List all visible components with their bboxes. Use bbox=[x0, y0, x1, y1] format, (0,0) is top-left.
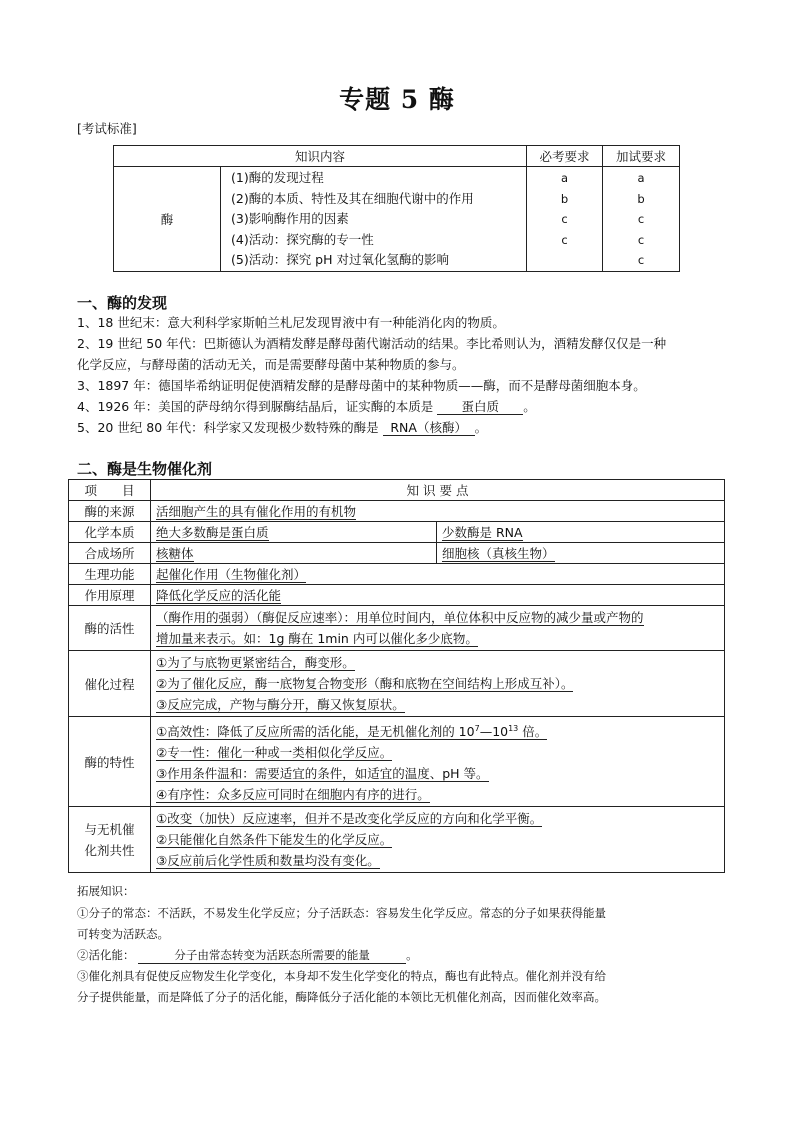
p2-prefix: ②活化能： bbox=[77, 948, 135, 962]
item-4: (4)活动：探究酶的专一性 bbox=[231, 231, 374, 247]
site-a bbox=[151, 543, 437, 564]
property-1-suffix: 倍。 bbox=[518, 724, 548, 740]
discovery-line-4 bbox=[77, 397, 536, 417]
extra-1: a bbox=[637, 171, 645, 185]
site-b bbox=[437, 543, 725, 564]
source-value bbox=[151, 501, 725, 522]
nature-label: 化学本质 bbox=[69, 522, 151, 543]
exam-standard-label: [考试标准] bbox=[77, 121, 137, 136]
property-1 bbox=[156, 724, 547, 740]
process-step-3: ③反应完成，产物与酶分开，酶又恢复原状。 bbox=[156, 697, 405, 712]
extra-cell bbox=[603, 167, 680, 272]
principle-value bbox=[151, 585, 725, 606]
activation-energy-answer: 分子由常态转变为活跃态所需要的能量 bbox=[138, 948, 406, 964]
process-label: 催化过程 bbox=[69, 651, 151, 717]
activity-label: 酶的活性 bbox=[69, 606, 151, 651]
discovery-line-2b: 化学反应，与酵母菌的活动无关，而是需要酵母菌中某种物质的参与。 bbox=[77, 357, 465, 372]
discovery-line-2a: 2、19 世纪 50 年代：巴斯德认为酒精发酵是酵母菌代谢活动的结果。李比希则认为，酒精发酵仅仅是一种 bbox=[77, 336, 667, 351]
common-2: ②只能催化自然条件下能发生的化学反应。 bbox=[156, 832, 393, 848]
properties-value bbox=[151, 717, 725, 807]
nature-a-text: 绝大多数酶是蛋白质 bbox=[156, 525, 269, 540]
section2-heading: 二、酶是生物催化剂 bbox=[77, 460, 213, 478]
extra-4: c bbox=[637, 232, 645, 247]
item-1: (1)酶的发现过程 bbox=[231, 170, 324, 185]
extra-5: c bbox=[637, 253, 645, 268]
process-step-1: ①为了与底物更紧密结合，酶变形。 bbox=[156, 655, 355, 670]
common-3: ③反应前后化学性质和数量均没有变化。 bbox=[156, 853, 380, 869]
principle-label: 作用原理 bbox=[69, 585, 151, 606]
source-label: 酶的来源 bbox=[69, 501, 151, 522]
line4-prefix: 4、1926 年：美国的萨母纳尔得到脲酶结晶后，证实酶的本质是 bbox=[77, 399, 434, 414]
extension-p1a: ①分子的常态：不活跃，不易发生化学反应；分子活跃态：容易发生化学反应。常态的分子如果获得能量 bbox=[77, 906, 606, 920]
process-value bbox=[151, 651, 725, 717]
section1-heading: 一、酶的发现 bbox=[77, 294, 168, 312]
line4-suffix: 。 bbox=[523, 399, 536, 414]
header-item: 项 目 bbox=[69, 480, 151, 501]
site-label: 合成场所 bbox=[69, 543, 151, 564]
header-points: 知 识 要 点 bbox=[151, 480, 725, 501]
extension-p1b: 可转变为活跃态。 bbox=[77, 927, 169, 941]
common-label-l1: 与无机催 bbox=[84, 821, 135, 837]
site-a-text: 核糖体 bbox=[156, 546, 194, 561]
property-1-mid: —10 bbox=[479, 724, 509, 740]
function-text: 起催化作用（生物催化剂） bbox=[156, 567, 307, 582]
items-cell bbox=[221, 167, 527, 272]
required-2: b bbox=[560, 191, 569, 206]
nature-b-text: 少数酶是 RNA bbox=[442, 525, 523, 540]
discovery-line-3: 3、1897 年：德国毕希纳证明促使酒精发酵的是酵母菌中的某种物质——酶，而不是酵母菌细胞本身。 bbox=[77, 378, 646, 393]
nature-b bbox=[437, 522, 725, 543]
extra-2: b bbox=[637, 191, 645, 206]
header-extra: 加试要求 bbox=[603, 146, 680, 167]
common-value bbox=[151, 807, 725, 873]
page-title: 专题 5 酶 bbox=[339, 85, 455, 114]
rna-answer: RNA（核酶） bbox=[383, 420, 475, 436]
extension-heading: 拓展知识： bbox=[77, 884, 135, 898]
property-3: ③作用条件温和：需要适宜的条件，如适宜的温度、pH 等。 bbox=[156, 766, 489, 782]
required-cell bbox=[527, 167, 603, 272]
activity-line-2: 增加量来表示。如：1g 酶在 1min 内可以催化多少底物。 bbox=[156, 631, 478, 646]
discovery-line-5 bbox=[77, 418, 487, 438]
site-b-text: 细胞核（真核生物） bbox=[442, 546, 555, 561]
required-3: c bbox=[561, 212, 568, 227]
activity-line-1: （酶作用的强弱）（酶促反应速率）：用单位时间内，单位体积中反应物的减少量或产物的 bbox=[156, 610, 644, 625]
item-3: (3)影响酶作用的因素 bbox=[231, 211, 349, 227]
source-text: 活细胞产生的具有催化作用的有机物 bbox=[156, 504, 357, 519]
activity-value bbox=[151, 606, 725, 651]
properties-label: 酶的特性 bbox=[69, 717, 151, 807]
topic-cell: 酶 bbox=[114, 167, 221, 272]
common-label bbox=[69, 807, 151, 873]
extension-p2 bbox=[77, 945, 418, 965]
extension-p3a: ③催化剂具有促使反应物发生化学变化，本身却不发生化学变化的特点，酶也有此特点。催化剂并没有给 bbox=[77, 969, 606, 983]
discovery-line-1: 1、18 世纪末：意大利科学家斯帕兰札尼发现胃液中有一种能消化肉的物质。 bbox=[77, 315, 505, 330]
line5-suffix: 。 bbox=[474, 420, 488, 435]
required-1: a bbox=[560, 171, 569, 185]
common-label-l2: 化剂共性 bbox=[84, 842, 135, 858]
exp-2: 13 bbox=[508, 724, 519, 733]
header-required: 必考要求 bbox=[527, 146, 603, 167]
principle-text: 降低化学反应的活化能 bbox=[156, 588, 282, 603]
property-4: ④有序性：众多反应可同时在细胞内有序的进行。 bbox=[156, 787, 430, 803]
header-content: 知识内容 bbox=[114, 146, 527, 167]
nature-answer: 蛋白质 bbox=[437, 399, 523, 415]
function-value bbox=[151, 564, 725, 585]
process-step-2: ②为了催化反应，酶一底物复合物变形（酶和底物在空间结构上形成互补）。 bbox=[156, 676, 574, 691]
extension-p3b: 分子提供能量，而是降低了分子的活化能，酶降低分子活化能的本领比无机催化剂高，因而催化效率高。 bbox=[77, 990, 606, 1004]
line5-prefix: 5、20 世纪 80 年代：科学家又发现极少数特殊的酶是 bbox=[77, 420, 379, 435]
item-5: (5)活动：探究 pH 对过氧化氢酶的影响 bbox=[231, 252, 449, 268]
exp-1: 7 bbox=[474, 724, 480, 733]
knowledge-table bbox=[68, 479, 725, 873]
item-2: (2)酶的本质、特性及其在细胞代谢中的作用 bbox=[231, 190, 474, 206]
extra-3: c bbox=[637, 212, 645, 227]
standards-table bbox=[113, 145, 680, 272]
p2-suffix: 。 bbox=[406, 948, 418, 962]
common-1: ①改变（加快）反应速率，但并不是改变化学反应的方向和化学平衡。 bbox=[156, 811, 543, 827]
property-2: ②专一性：催化一种或一类相似化学反应。 bbox=[156, 745, 393, 761]
property-1-prefix: ①高效性：降低了反应所需的活化能，是无机催化剂的 10 bbox=[156, 724, 475, 740]
required-4: c bbox=[561, 232, 568, 247]
function-label: 生理功能 bbox=[69, 564, 151, 585]
nature-a bbox=[151, 522, 437, 543]
required-5 bbox=[527, 250, 602, 271]
